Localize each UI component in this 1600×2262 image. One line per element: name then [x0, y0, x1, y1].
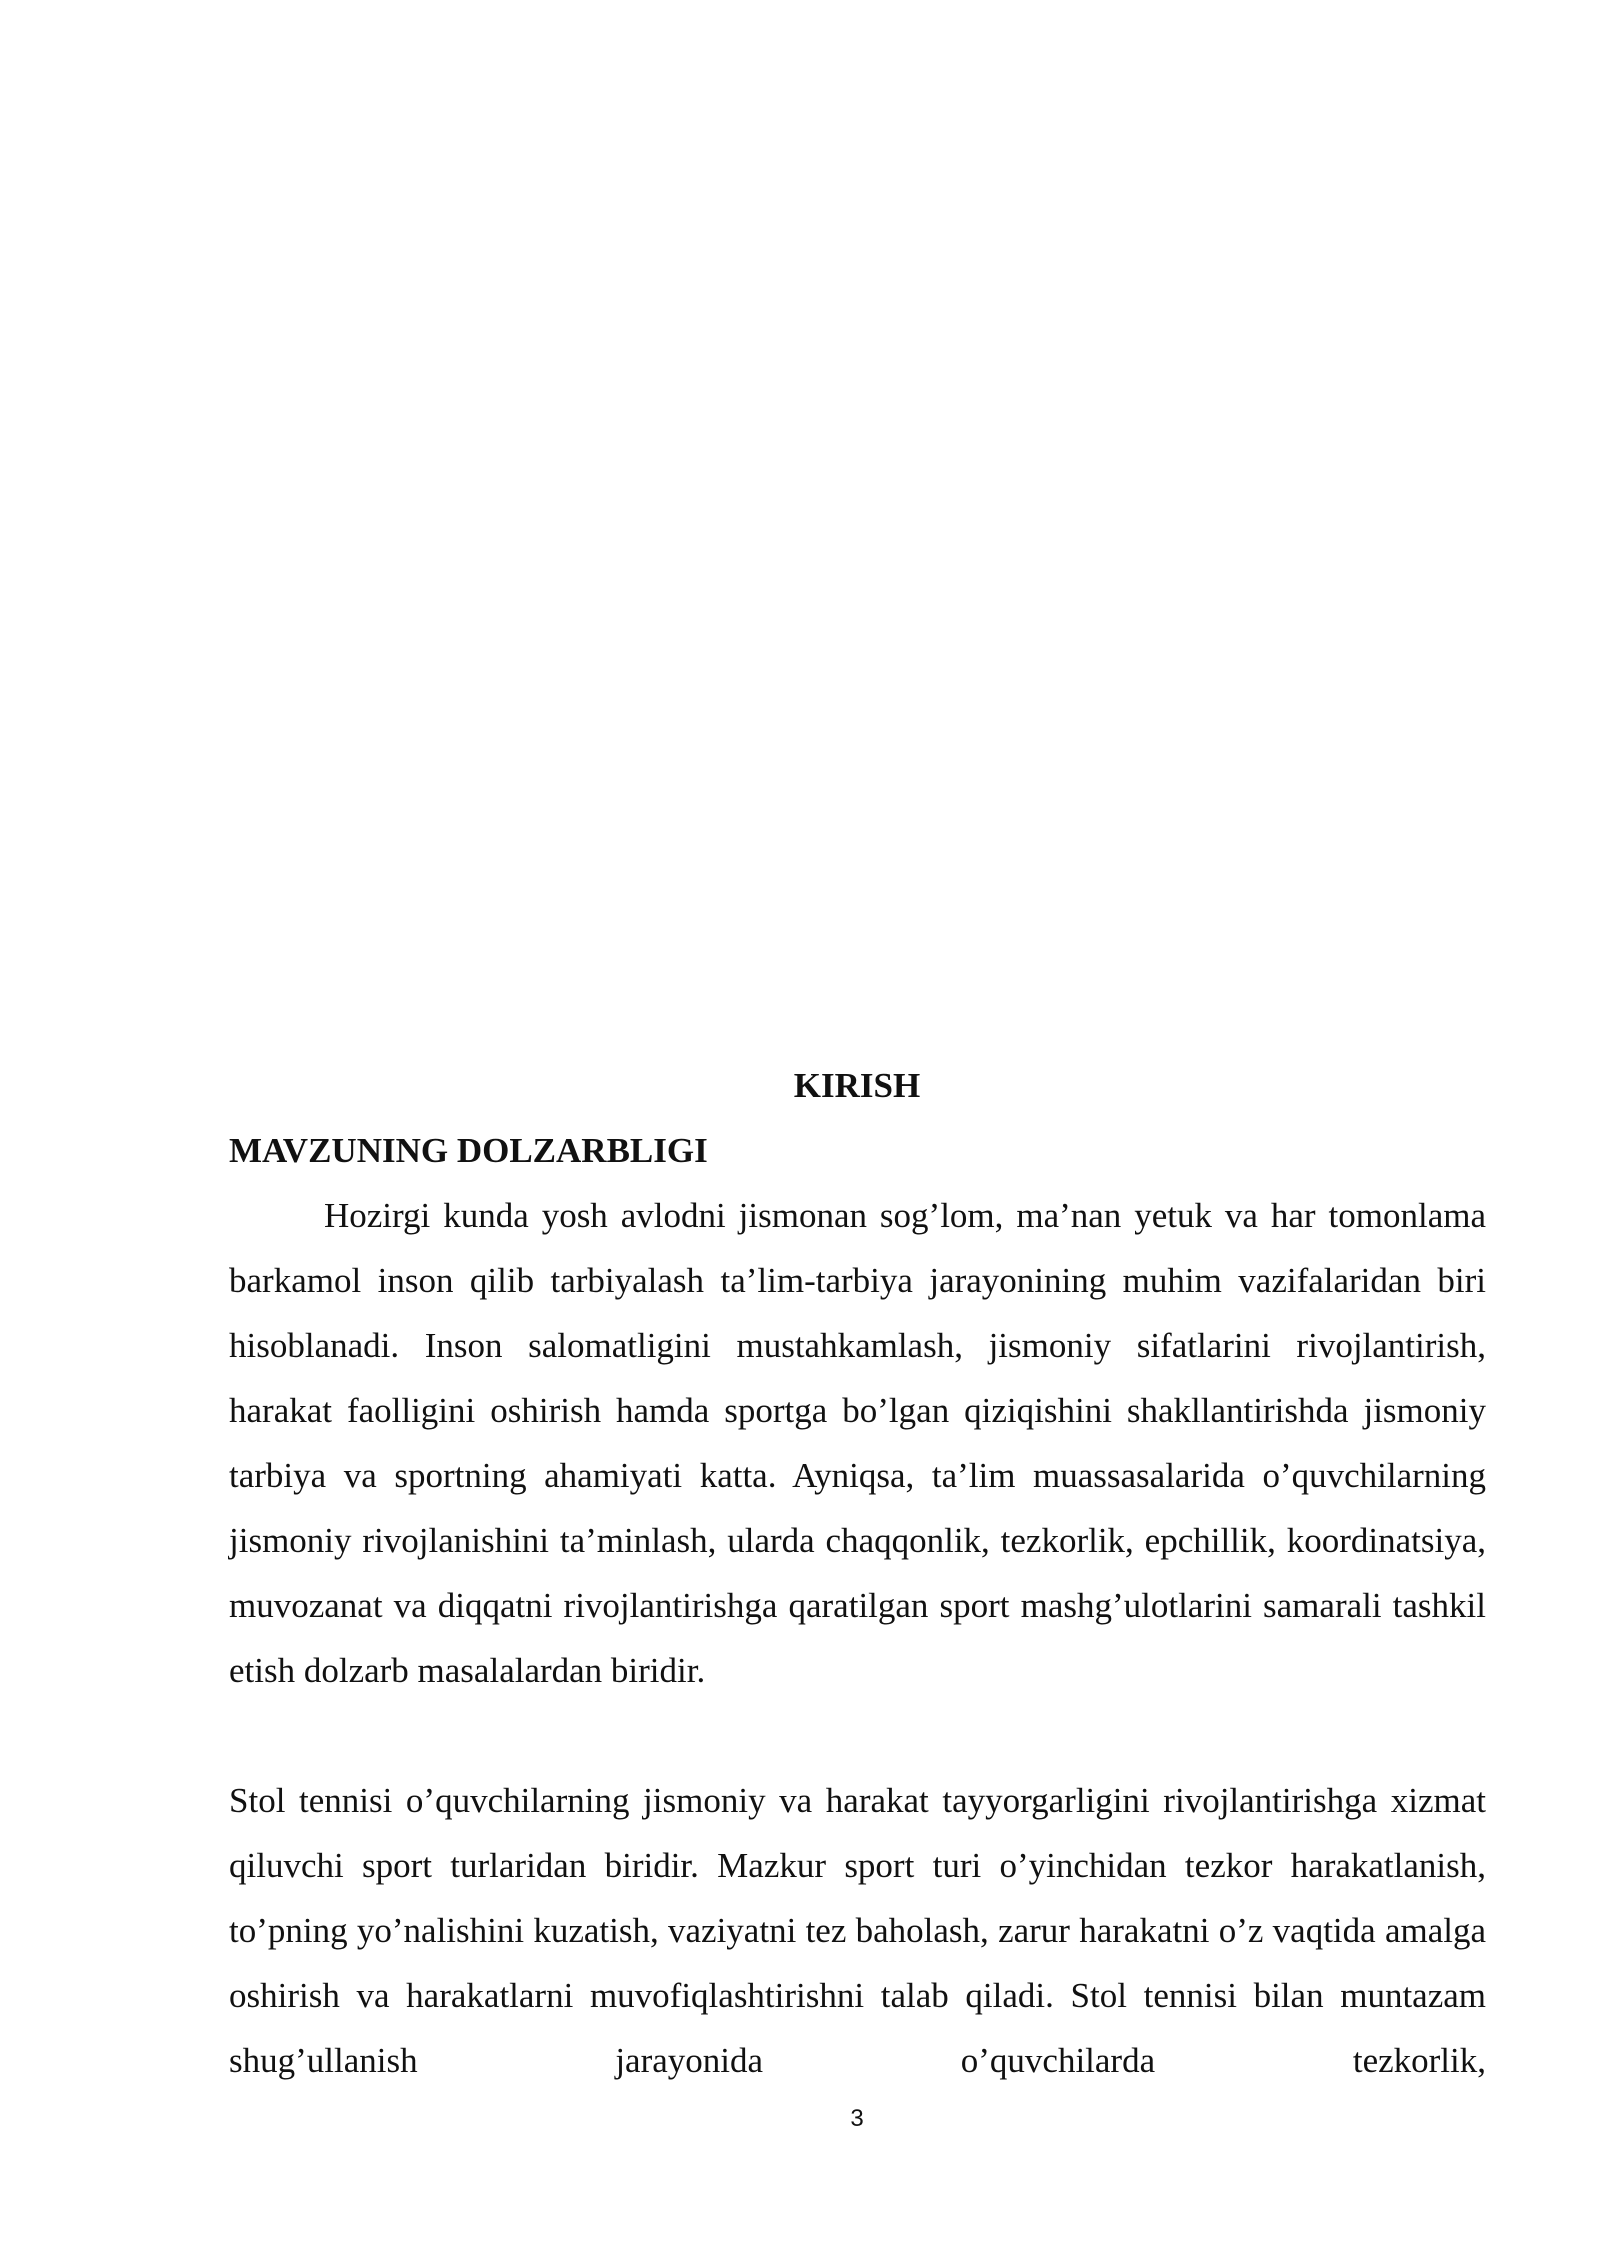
section-heading: MAVZUNING DOLZARBLIGI [229, 1131, 708, 1170]
paragraph-1: Hozirgi kunda yosh avlodni jismonan sog’lom, ma’nan yetuk va har tomonlama barkamol inson qilib tarbiyalash ta’lim-tarbiya jarayonining muhim vazifalaridan biri hisoblanadi. Inson salomatligini mustahkamlash, jismoniy sifatlarini rivojlantirish, harakat faolligini oshirish hamda sportga bo’lgan qiziqishini shakllantirishda jismoniy tarbiya va sportning ahamiyati katta. Ayniqsa, ta’lim muassasalarida o’quvchilarning jismoniy rivojlanishini ta’minlash, ularda chaqqonlik, tezkorlik, epchillik, koordinatsiya, muvozanat va diqqatni rivojlantirishga qaratilgan sport mashg’ulotlarini samarali tashkil etish dolzarb masalalardan biridir. [229, 1196, 1486, 1690]
page-title: KIRISH [793, 1066, 921, 1105]
paragraph-2: Stol tennisi o’quvchilarning jismoniy va harakat tayyorgarligini rivojlantirishga xizmat qiluvchi sport turlaridan biridir. Mazkur sport turi o’yinchidan tezkor harakatlanish, to’pning yo’nalishini kuzatish, vaziyatni tez baholash, zarur harakatni o’z vaqtida amalga oshirish va harakatlarni muvofiqlashtirishni talab qiladi. Stol tennisi bilan muntazam shug’ullanish jarayonida o’quvchilarda tezkorlik, [229, 1781, 1486, 2080]
page-number: 3 [850, 2105, 864, 2132]
